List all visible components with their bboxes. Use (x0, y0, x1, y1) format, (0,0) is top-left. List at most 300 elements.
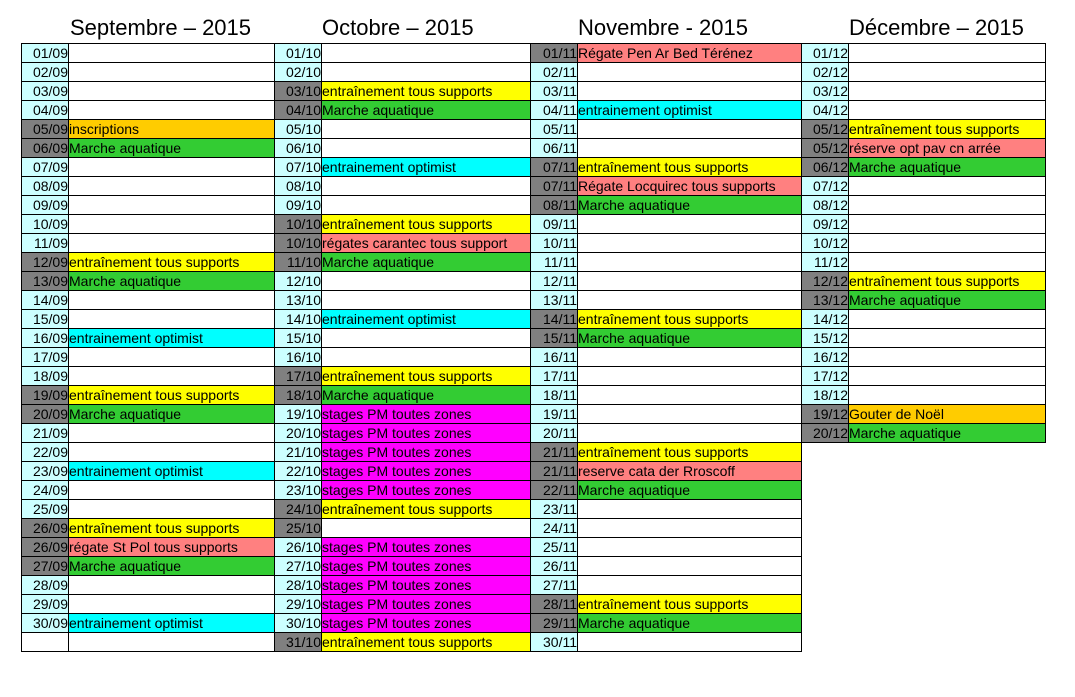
event-cell[interactable]: stages PM toutes zones (322, 576, 531, 595)
event-cell[interactable]: Gouter de Noël (849, 405, 1046, 424)
event-cell[interactable] (578, 367, 802, 386)
event-cell[interactable]: Marche aquatique (849, 291, 1046, 310)
event-cell[interactable]: Marche aquatique (578, 481, 802, 500)
calendar-row (531, 348, 802, 367)
date-cell[interactable]: 18/10 (275, 386, 322, 405)
event-cell[interactable]: Marche aquatique (578, 614, 802, 633)
event-cell[interactable]: régate St Pol tous supports (69, 538, 275, 557)
event-cell[interactable] (578, 272, 802, 291)
date-cell[interactable]: 21/11 (531, 462, 578, 481)
date-cell[interactable]: 28/10 (275, 576, 322, 595)
event-cell[interactable] (69, 633, 275, 652)
calendar-row (22, 424, 275, 443)
event-cell[interactable]: Marche aquatique (578, 329, 802, 348)
date-cell[interactable]: 25/10 (275, 519, 322, 538)
event-cell[interactable] (69, 595, 275, 614)
event-cell[interactable] (578, 63, 802, 82)
calendar-row (22, 614, 275, 633)
event-cell[interactable] (849, 82, 1046, 101)
event-cell[interactable]: entraînement tous supports (322, 500, 531, 519)
date-cell[interactable]: 30/11 (531, 633, 578, 652)
date-cell[interactable]: 09/12 (802, 215, 849, 234)
date-cell[interactable]: 20/12 (802, 424, 849, 443)
calendar-row (531, 44, 802, 63)
date-cell[interactable]: 01/12 (802, 44, 849, 63)
date-cell[interactable]: 05/12 (802, 139, 849, 158)
event-cell[interactable] (849, 215, 1046, 234)
date-cell[interactable]: 24/10 (275, 500, 322, 519)
event-cell[interactable]: entraînement tous supports (322, 633, 531, 652)
calendar-row (22, 253, 275, 272)
calendar-row (531, 215, 802, 234)
calendar-row (22, 291, 275, 310)
date-cell[interactable]: 04/10 (275, 101, 322, 120)
date-cell[interactable]: 16/10 (275, 348, 322, 367)
calendar-row (22, 367, 275, 386)
event-cell[interactable]: Marche aquatique (849, 158, 1046, 177)
date-cell[interactable]: 05/09 (22, 120, 69, 139)
date-cell[interactable]: 18/09 (22, 367, 69, 386)
date-cell[interactable]: 15/09 (22, 310, 69, 329)
event-cell[interactable]: entraînement tous supports (69, 519, 275, 538)
date-cell[interactable]: 11/11 (531, 253, 578, 272)
event-cell[interactable] (322, 329, 531, 348)
calendar-row (22, 557, 275, 576)
event-cell[interactable] (69, 177, 275, 196)
date-cell[interactable]: 23/09 (22, 462, 69, 481)
event-cell[interactable]: Régate Locquirec tous supports (578, 177, 802, 196)
date-cell[interactable]: 12/10 (275, 272, 322, 291)
calendar-row (22, 348, 275, 367)
date-cell[interactable]: 11/10 (275, 253, 322, 272)
event-cell[interactable]: entrainement optimist (322, 310, 531, 329)
date-cell[interactable]: 21/11 (531, 443, 578, 462)
calendar-row (22, 462, 275, 481)
calendar-row (531, 177, 802, 196)
event-cell[interactable]: entraînement tous supports (322, 215, 531, 234)
event-cell[interactable] (69, 367, 275, 386)
date-cell[interactable]: 29/11 (531, 614, 578, 633)
calendar-row (275, 500, 531, 519)
event-cell[interactable] (578, 234, 802, 253)
event-cell[interactable] (69, 424, 275, 443)
calendar-row (802, 253, 1046, 272)
date-cell[interactable]: 04/12 (802, 101, 849, 120)
date-cell[interactable]: 03/11 (531, 82, 578, 101)
date-cell[interactable]: 18/11 (531, 386, 578, 405)
event-cell[interactable] (849, 44, 1046, 63)
calendar-row (275, 158, 531, 177)
event-cell[interactable] (69, 310, 275, 329)
calendar-row (531, 196, 802, 215)
event-cell[interactable] (578, 519, 802, 538)
event-cell[interactable] (69, 215, 275, 234)
calendar-row (802, 82, 1046, 101)
calendar-row (22, 633, 275, 652)
date-cell[interactable]: 04/09 (22, 101, 69, 120)
date-cell[interactable]: 26/09 (22, 519, 69, 538)
calendar-row (531, 101, 802, 120)
event-cell[interactable]: Marche aquatique (69, 557, 275, 576)
calendar-row (22, 120, 275, 139)
date-cell[interactable]: 10/12 (802, 234, 849, 253)
event-cell[interactable]: stages PM toutes zones (322, 424, 531, 443)
calendar-row (531, 82, 802, 101)
event-cell[interactable] (578, 215, 802, 234)
date-cell[interactable]: 22/10 (275, 462, 322, 481)
event-cell[interactable] (322, 196, 531, 215)
date-cell[interactable]: 05/12 (802, 120, 849, 139)
date-cell[interactable]: 10/10 (275, 215, 322, 234)
date-cell[interactable]: 20/09 (22, 405, 69, 424)
date-cell[interactable]: 27/10 (275, 557, 322, 576)
date-cell[interactable]: 29/10 (275, 595, 322, 614)
event-cell[interactable] (849, 196, 1046, 215)
event-cell[interactable] (69, 158, 275, 177)
date-cell[interactable]: 02/10 (275, 63, 322, 82)
calendar-row (22, 329, 275, 348)
event-cell[interactable]: entraînement tous supports (849, 272, 1046, 291)
event-cell[interactable]: stages PM toutes zones (322, 462, 531, 481)
event-cell[interactable] (578, 538, 802, 557)
calendar-row (275, 272, 531, 291)
event-cell[interactable]: stages PM toutes zones (322, 595, 531, 614)
calendar-row (22, 158, 275, 177)
event-cell[interactable] (849, 310, 1046, 329)
event-cell[interactable] (322, 63, 531, 82)
calendar-row (802, 405, 1046, 424)
event-cell[interactable] (578, 348, 802, 367)
date-cell[interactable]: 03/12 (802, 82, 849, 101)
date-cell[interactable]: 06/10 (275, 139, 322, 158)
month-table (21, 43, 275, 652)
calendar-row (531, 405, 802, 424)
date-cell[interactable]: 01/10 (275, 44, 322, 63)
calendar-row (22, 196, 275, 215)
event-cell[interactable]: Marche aquatique (69, 405, 275, 424)
calendar-row (22, 481, 275, 500)
date-cell[interactable]: 02/12 (802, 63, 849, 82)
event-cell[interactable] (322, 177, 531, 196)
event-cell[interactable] (849, 348, 1046, 367)
event-cell[interactable]: entraînement tous supports (849, 120, 1046, 139)
event-cell[interactable]: réserve opt pav cn arrée (849, 139, 1046, 158)
month-table (801, 43, 1046, 443)
date-cell[interactable]: 16/09 (22, 329, 69, 348)
date-cell[interactable]: 10/09 (22, 215, 69, 234)
calendar-row (802, 177, 1046, 196)
calendar-row (22, 234, 275, 253)
date-cell[interactable]: 07/09 (22, 158, 69, 177)
event-cell[interactable] (322, 519, 531, 538)
date-cell[interactable]: 14/11 (531, 310, 578, 329)
calendar-row (531, 158, 802, 177)
event-cell[interactable]: entraînement tous supports (578, 158, 802, 177)
month-table (274, 43, 531, 652)
date-cell[interactable]: 27/11 (531, 576, 578, 595)
event-cell[interactable] (849, 386, 1046, 405)
date-cell[interactable]: 08/12 (802, 196, 849, 215)
event-cell[interactable] (578, 291, 802, 310)
calendar-row (275, 101, 531, 120)
event-cell[interactable]: entraînement tous supports (578, 443, 802, 462)
event-cell[interactable]: entraînement tous supports (69, 253, 275, 272)
date-cell[interactable]: 09/11 (531, 215, 578, 234)
event-cell[interactable] (578, 120, 802, 139)
date-cell[interactable]: 09/10 (275, 196, 322, 215)
event-cell[interactable]: régates carantec tous support (322, 234, 531, 253)
date-cell[interactable]: 22/11 (531, 481, 578, 500)
calendar-row (531, 329, 802, 348)
event-cell[interactable]: Marche aquatique (322, 386, 531, 405)
date-cell[interactable]: 03/10 (275, 82, 322, 101)
event-cell[interactable] (69, 291, 275, 310)
calendar-row (802, 101, 1046, 120)
event-cell[interactable] (849, 329, 1046, 348)
event-cell[interactable]: entrainement optimist (69, 614, 275, 633)
event-cell[interactable] (578, 405, 802, 424)
event-cell[interactable] (322, 291, 531, 310)
event-cell[interactable]: entraînement tous supports (578, 310, 802, 329)
date-cell[interactable]: 30/09 (22, 614, 69, 633)
calendar-row (275, 215, 531, 234)
date-cell[interactable]: 01/09 (22, 44, 69, 63)
event-cell[interactable]: Marche aquatique (69, 272, 275, 291)
event-cell[interactable]: Marche aquatique (578, 196, 802, 215)
date-cell[interactable]: 21/09 (22, 424, 69, 443)
date-cell[interactable]: 23/11 (531, 500, 578, 519)
date-cell[interactable] (22, 633, 69, 652)
event-cell[interactable]: entraînement tous supports (578, 595, 802, 614)
date-cell[interactable]: 13/10 (275, 291, 322, 310)
event-cell[interactable] (69, 196, 275, 215)
date-cell[interactable]: 04/11 (531, 101, 578, 120)
event-cell[interactable] (578, 633, 802, 652)
event-cell[interactable] (322, 120, 531, 139)
event-cell[interactable]: stages PM toutes zones (322, 538, 531, 557)
calendar-row (275, 405, 531, 424)
event-cell[interactable] (69, 101, 275, 120)
calendar-row (531, 614, 802, 633)
date-cell[interactable]: 25/09 (22, 500, 69, 519)
event-cell[interactable] (322, 272, 531, 291)
calendar-row (275, 139, 531, 158)
event-cell[interactable] (578, 139, 802, 158)
date-cell[interactable]: 17/11 (531, 367, 578, 386)
month-title: Novembre - 2015 (578, 15, 748, 40)
date-cell[interactable]: 13/11 (531, 291, 578, 310)
date-cell[interactable]: 26/11 (531, 557, 578, 576)
date-cell[interactable]: 08/09 (22, 177, 69, 196)
calendar-row (275, 462, 531, 481)
event-cell[interactable] (578, 82, 802, 101)
event-cell[interactable]: Marche aquatique (849, 424, 1046, 443)
calendar-row (531, 272, 802, 291)
date-cell[interactable]: 01/11 (531, 44, 578, 63)
event-cell[interactable]: entrainement optimist (322, 158, 531, 177)
date-cell[interactable]: 12/11 (531, 272, 578, 291)
event-cell[interactable] (69, 576, 275, 595)
event-cell[interactable] (578, 576, 802, 595)
date-cell[interactable]: 18/12 (802, 386, 849, 405)
calendar-row (275, 120, 531, 139)
date-cell[interactable]: 14/10 (275, 310, 322, 329)
date-cell[interactable]: 31/10 (275, 633, 322, 652)
date-cell[interactable]: 16/11 (531, 348, 578, 367)
date-cell[interactable]: 15/10 (275, 329, 322, 348)
calendar-row (275, 538, 531, 557)
event-cell[interactable] (578, 557, 802, 576)
calendar-row (22, 139, 275, 158)
date-cell[interactable]: 26/09 (22, 538, 69, 557)
event-cell[interactable] (578, 424, 802, 443)
date-cell[interactable]: 07/11 (531, 158, 578, 177)
date-cell[interactable]: 29/09 (22, 595, 69, 614)
date-cell[interactable]: 19/09 (22, 386, 69, 405)
calendar-row (275, 576, 531, 595)
date-cell[interactable]: 19/11 (531, 405, 578, 424)
date-cell[interactable]: 22/09 (22, 443, 69, 462)
calendar-row (275, 633, 531, 652)
event-cell[interactable]: Marche aquatique (69, 139, 275, 158)
event-cell[interactable]: entraînement tous supports (322, 367, 531, 386)
date-cell[interactable]: 28/11 (531, 595, 578, 614)
calendar-row (531, 481, 802, 500)
date-cell[interactable]: 15/11 (531, 329, 578, 348)
date-cell[interactable]: 19/12 (802, 405, 849, 424)
event-cell[interactable]: entraînement tous supports (322, 82, 531, 101)
date-cell[interactable]: 10/11 (531, 234, 578, 253)
date-cell[interactable]: 03/09 (22, 82, 69, 101)
date-cell[interactable]: 12/09 (22, 253, 69, 272)
date-cell[interactable]: 08/11 (531, 196, 578, 215)
calendar-row (22, 272, 275, 291)
event-cell[interactable] (578, 500, 802, 519)
date-cell[interactable]: 13/09 (22, 272, 69, 291)
event-cell[interactable]: entraînement tous supports (69, 386, 275, 405)
date-cell[interactable]: 06/11 (531, 139, 578, 158)
event-cell[interactable]: stages PM toutes zones (322, 481, 531, 500)
event-cell[interactable]: Marche aquatique (322, 253, 531, 272)
date-cell[interactable]: 09/09 (22, 196, 69, 215)
calendar-row (531, 120, 802, 139)
date-cell[interactable]: 20/10 (275, 424, 322, 443)
event-cell[interactable]: stages PM toutes zones (322, 557, 531, 576)
date-cell[interactable]: 21/10 (275, 443, 322, 462)
event-cell[interactable]: stages PM toutes zones (322, 614, 531, 633)
calendar-row (531, 386, 802, 405)
event-cell[interactable] (69, 443, 275, 462)
event-cell[interactable] (578, 386, 802, 405)
event-cell[interactable]: Régate Pen Ar Bed Térénez (578, 44, 802, 63)
calendar-row (22, 386, 275, 405)
event-cell[interactable] (69, 44, 275, 63)
date-cell[interactable]: 02/09 (22, 63, 69, 82)
date-cell[interactable]: 15/12 (802, 329, 849, 348)
event-cell[interactable] (69, 348, 275, 367)
event-cell[interactable] (849, 234, 1046, 253)
event-cell[interactable] (69, 500, 275, 519)
event-cell[interactable] (322, 44, 531, 63)
date-cell[interactable]: 07/10 (275, 158, 322, 177)
month-title: Décembre – 2015 (849, 15, 1024, 40)
calendar-row (531, 367, 802, 386)
date-cell[interactable]: 07/12 (802, 177, 849, 196)
event-cell[interactable]: Marche aquatique (322, 101, 531, 120)
date-cell[interactable]: 24/11 (531, 519, 578, 538)
date-cell[interactable]: 12/12 (802, 272, 849, 291)
calendar-row (275, 63, 531, 82)
date-cell[interactable]: 17/09 (22, 348, 69, 367)
calendar-row (22, 405, 275, 424)
date-cell[interactable]: 26/10 (275, 538, 322, 557)
event-cell[interactable] (849, 177, 1046, 196)
calendar-row (802, 120, 1046, 139)
date-cell[interactable]: 14/09 (22, 291, 69, 310)
event-cell[interactable] (849, 367, 1046, 386)
date-cell[interactable]: 23/10 (275, 481, 322, 500)
date-cell[interactable]: 11/12 (802, 253, 849, 272)
event-cell[interactable] (578, 253, 802, 272)
date-cell[interactable]: 17/12 (802, 367, 849, 386)
event-cell[interactable] (849, 101, 1046, 120)
calendar-row (531, 576, 802, 595)
event-cell[interactable] (849, 63, 1046, 82)
calendar-row (275, 614, 531, 633)
date-cell[interactable]: 02/11 (531, 63, 578, 82)
event-cell[interactable] (322, 139, 531, 158)
date-cell[interactable]: 10/10 (275, 234, 322, 253)
event-cell[interactable] (849, 253, 1046, 272)
calendar-row (275, 291, 531, 310)
date-cell[interactable]: 28/09 (22, 576, 69, 595)
calendar-row (275, 424, 531, 443)
event-cell[interactable] (322, 348, 531, 367)
date-cell[interactable]: 17/10 (275, 367, 322, 386)
event-cell[interactable] (69, 481, 275, 500)
event-cell[interactable]: entrainement optimist (578, 101, 802, 120)
calendar-row (802, 44, 1046, 63)
date-cell[interactable]: 06/09 (22, 139, 69, 158)
date-cell[interactable]: 27/09 (22, 557, 69, 576)
event-cell[interactable]: entrainement optimist (69, 329, 275, 348)
date-cell[interactable]: 07/11 (531, 177, 578, 196)
date-cell[interactable]: 20/11 (531, 424, 578, 443)
event-cell[interactable] (69, 82, 275, 101)
calendar-row (531, 519, 802, 538)
event-cell[interactable]: stages PM toutes zones (322, 405, 531, 424)
date-cell[interactable]: 11/09 (22, 234, 69, 253)
event-cell[interactable]: entrainement optimist (69, 462, 275, 481)
calendar-row (275, 348, 531, 367)
date-cell[interactable]: 06/12 (802, 158, 849, 177)
event-cell[interactable] (69, 234, 275, 253)
date-cell[interactable]: 14/12 (802, 310, 849, 329)
event-cell[interactable]: stages PM toutes zones (322, 443, 531, 462)
date-cell[interactable]: 24/09 (22, 481, 69, 500)
date-cell[interactable]: 19/10 (275, 405, 322, 424)
event-cell[interactable] (69, 63, 275, 82)
date-cell[interactable]: 05/10 (275, 120, 322, 139)
date-cell[interactable]: 30/10 (275, 614, 322, 633)
date-cell[interactable]: 08/10 (275, 177, 322, 196)
event-cell[interactable]: reserve cata der Rroscoff (578, 462, 802, 481)
date-cell[interactable]: 13/12 (802, 291, 849, 310)
date-cell[interactable]: 05/11 (531, 120, 578, 139)
event-cell[interactable]: inscriptions (69, 120, 275, 139)
date-cell[interactable]: 16/12 (802, 348, 849, 367)
date-cell[interactable]: 25/11 (531, 538, 578, 557)
